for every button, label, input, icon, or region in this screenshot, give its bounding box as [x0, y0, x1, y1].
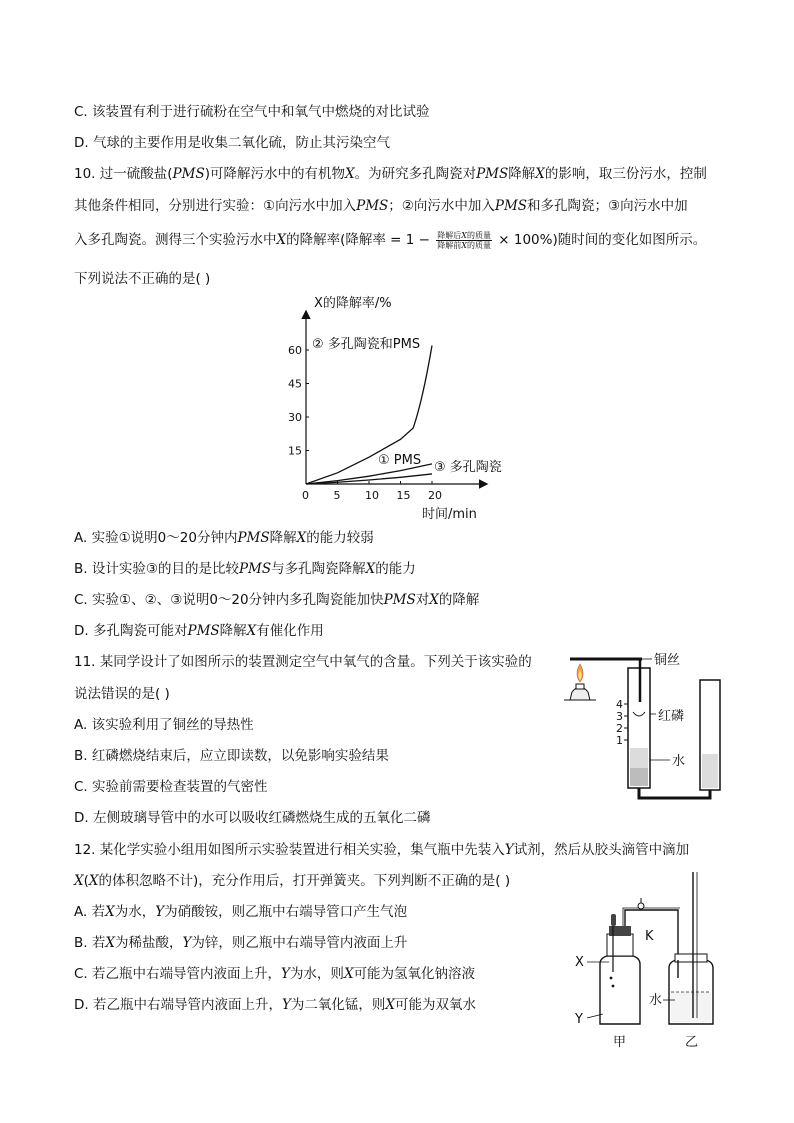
scale-3: 3 [616, 710, 623, 723]
scale-2: 2 [616, 722, 623, 735]
fraction-numerator: 降解后X的质量 [437, 230, 491, 240]
series-label-1: ① PMS [378, 453, 422, 468]
q9-option-c: C. 该装置有利于进行硫粉在空气中和氧气中燃烧的对比试验 [74, 104, 430, 120]
x-tick-label: 5 [333, 489, 341, 502]
q10-option-b: B. 设计实验③的目的是比较PMS与多孔陶瓷降解X的能力 [74, 561, 416, 577]
q10-stem-line4: 下列说法不正确的是( ) [74, 271, 211, 287]
x-tick-label: 20 [428, 489, 442, 502]
q10-option-d: D. 多孔陶瓷可能对PMS降解X有催化作用 [74, 623, 324, 639]
q11-stem-line1: 11. 某同学设计了如图所示的装置测定空气中氧气的含量。下列关于该实验的 [74, 654, 532, 670]
k-label: K [645, 929, 654, 944]
y-tick-label: 60 [288, 344, 302, 357]
x-tick-label: 10 [365, 489, 379, 502]
q12-stem-line2: X(X的体积忽略不计)，充分作用后，打开弹簧夹。下列判断不正确的是( ) [74, 873, 511, 889]
q10-option-c: C. 实验①、②、③说明0～20分钟内多孔陶瓷能加快PMS对X的降解 [74, 592, 480, 608]
q10-stem-line2: 其他条件相同，分别进行实验：①向污水中加入PMS；②向污水中加入PMS和多孔陶瓷；③向污水中加 [74, 198, 688, 214]
q10-stem-line3 [74, 230, 706, 250]
q11-option-c: C. 实验前需要检查装置的气密性 [74, 779, 268, 795]
y-tick-label: 15 [288, 444, 302, 458]
q12-option-b: B. 若X为稀盐酸，Y为锌，则乙瓶中右端导管内液面上升 [74, 935, 408, 951]
q11-option-b: B. 红磷燃烧结束后，应立即读数，以免影响实验结果 [74, 748, 389, 764]
q12-option-c: C. 若乙瓶中右端导管内液面上升，Y为水，则X可能为氢氧化钠溶液 [74, 966, 476, 982]
copper-label: 铜丝 [654, 653, 681, 668]
q12-stem-line1: 12. 某化学实验小组用如图所示实验装置进行相关实验，集气瓶中先装入Y试剂，然后从胶头滴管中滴加 [74, 842, 690, 858]
water-label-2: 水 [649, 993, 663, 1008]
fraction-denominator: 降解前X的质量 [437, 240, 491, 250]
degradation-chart [270, 290, 510, 522]
y-tick-label: 30 [288, 411, 302, 424]
q10-option-a: A. 实验①说明0～20分钟内PMS降解X的能力较弱 [74, 530, 374, 546]
q11-option-d: D. 左侧玻璃导管中的水可以吸收红磷燃烧生成的五氧化二磷 [74, 810, 431, 826]
q11-option-a: A. 该实验利用了铜丝的导热性 [74, 717, 254, 733]
x-tick-label: 0 [302, 489, 309, 502]
q11-stem-line2: 说法错误的是( ) [74, 686, 170, 702]
x-tick-label: 15 [396, 489, 411, 502]
scale-1: 1 [616, 734, 623, 747]
water-label: 水 [672, 754, 686, 769]
jia-label: 甲 [613, 1035, 627, 1050]
degradation-fraction [436, 231, 492, 250]
q12-option-a: A. 若X为水，Y为硝酸铵，则乙瓶中右端导管口产生气泡 [74, 904, 408, 920]
series-label-3: ③ 多孔陶瓷 [434, 460, 502, 475]
q10-stem-line3-a: 入多孔陶瓷。测得三个实验污水中X的降解率(降解率 = 1 − [74, 232, 430, 248]
q10-stem-line3-b: × 100%)随时间的变化如图所示。 [498, 232, 707, 248]
y-axis-label: X的降解率/% [314, 296, 392, 311]
q9-option-d: D. 气球的主要作用是收集二氧化硫，防止其污染空气 [74, 135, 390, 151]
q10-stem-line1: 10. 过一硫酸盐(PMS)可降解污水中的有机物X。为研究多孔陶瓷对PMS降解X的影响，取三份污水，控制 [74, 166, 707, 182]
y-tick-label: 45 [288, 377, 302, 391]
y-label: Y [575, 1012, 583, 1027]
series-label-2: ② 多孔陶瓷和PMS [312, 337, 421, 352]
gas-bottle-apparatus [565, 868, 735, 1053]
q12-option-d: D. 若乙瓶中右端导管内液面上升，Y为二氧化锰，则X可能为双氧水 [74, 997, 477, 1013]
scale-4: 4 [616, 698, 623, 711]
x-axis-label: 时间/min [422, 507, 477, 522]
oxygen-measure-apparatus [560, 650, 730, 810]
phosphorus-label: 红磷 [658, 709, 685, 724]
yi-label: 乙 [685, 1035, 699, 1050]
x-label: X [575, 955, 584, 970]
alcohol-lamp-icon [564, 664, 596, 700]
